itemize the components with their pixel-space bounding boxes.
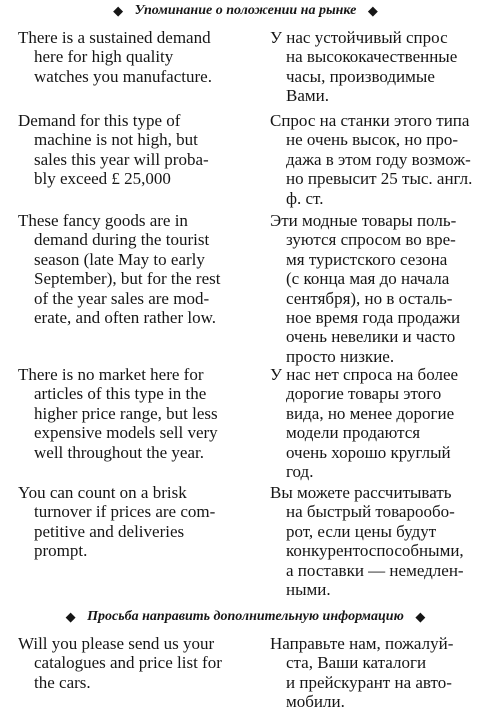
- text-line: дажа в этом году возмож-: [286, 149, 471, 169]
- text-line: очень хорошо круглый: [286, 442, 451, 462]
- text-line: ф. ст.: [286, 188, 324, 208]
- text-line: очень невелики и часто: [286, 327, 456, 347]
- diamond-bullet-icon: ◆: [113, 3, 124, 18]
- text-line: мобили.: [286, 692, 345, 709]
- text-line: well throughout the year.: [34, 442, 204, 462]
- english-phrase-6: [18, 634, 243, 692]
- russian-phrase-6: [270, 634, 485, 709]
- text-line: Вами.: [286, 86, 329, 106]
- text-line: September), but for the rest: [34, 269, 221, 289]
- text-line: часы, производимые: [286, 66, 435, 86]
- text-line: prompt.: [34, 541, 88, 561]
- section-heading-market-text: Упоминание о положении на рынке: [134, 3, 357, 18]
- text-line: There is no market here for: [18, 365, 204, 384]
- diamond-bullet-icon: ◆: [367, 3, 378, 18]
- text-line: higher price range, but less: [34, 403, 218, 423]
- text-line: сентября), но в осталь-: [286, 288, 453, 308]
- text-line: turnover if prices are com-: [34, 502, 216, 522]
- text-line: demand during the tourist: [34, 230, 210, 250]
- text-line: machine is not high, but: [34, 130, 198, 150]
- text-line: Направьте нам, пожалуй-: [270, 634, 454, 653]
- text-line: There is a sustained demand: [18, 28, 211, 47]
- text-line: У нас нет спроса на более: [270, 365, 459, 384]
- text-line: модели продаются: [286, 423, 421, 443]
- text-line: articles of this type in the: [34, 384, 207, 404]
- text-line: год.: [286, 462, 314, 482]
- russian-phrase-2: [270, 111, 485, 208]
- text-line: here for high quality: [34, 47, 174, 67]
- russian-phrase-5: [270, 483, 485, 599]
- text-line: watches you manufacture.: [34, 66, 212, 86]
- text-line: expensive models sell very: [34, 423, 218, 443]
- text-line: на высококачественные: [286, 47, 458, 67]
- english-phrase-1: [18, 28, 243, 86]
- text-line: зуются спросом во вре-: [286, 230, 456, 250]
- text-line: дорогие товары этого: [286, 384, 442, 404]
- text-line: и прейскурант на авто-: [286, 672, 452, 692]
- text-line: рот, если цены будут: [286, 521, 437, 541]
- text-line: ными.: [286, 580, 331, 600]
- text-line: на быстрый товарообо-: [286, 502, 455, 522]
- russian-phrase-3: [270, 211, 485, 366]
- text-line: catalogues and price list for: [34, 653, 222, 673]
- text-line: вида, но менее дорогие: [286, 403, 455, 423]
- text-line: ное время года продажи: [286, 308, 461, 328]
- diamond-bullet-icon: ◆: [65, 609, 76, 624]
- text-line: а поставки — немедлен-: [286, 560, 464, 580]
- text-line: (с конца мая до начала: [286, 269, 450, 289]
- text-line: Спрос на станки этого типа: [270, 111, 470, 130]
- text-line: Вы можете рассчитывать: [270, 483, 452, 502]
- english-phrase-4: [18, 365, 243, 462]
- section-heading-info-request: [0, 608, 491, 626]
- section-heading-market: [0, 2, 491, 20]
- text-line: These fancy goods are in: [18, 211, 188, 230]
- text-line: мя туристского сезона: [286, 249, 448, 269]
- text-line: petitive and deliveries: [34, 521, 185, 541]
- text-line: of the year sales are mod-: [34, 288, 210, 308]
- text-line: bly exceed £ 25,000: [34, 169, 171, 189]
- text-line: erate, and often rather low.: [34, 308, 217, 328]
- text-line: ста, Ваши каталоги: [286, 653, 427, 673]
- text-line: Эти модные товары поль-: [270, 211, 457, 230]
- text-line: Demand for this type of: [18, 111, 181, 130]
- russian-phrase-4: [270, 365, 485, 481]
- section-heading-info-request-text: Просьба направить дополнительную информацию: [87, 609, 404, 624]
- text-line: the cars.: [34, 672, 91, 692]
- russian-phrase-1: [270, 28, 485, 106]
- english-phrase-3: [18, 211, 243, 327]
- text-line: не очень высок, но про-: [286, 130, 459, 150]
- text-line: просто низкие.: [286, 346, 395, 366]
- text-line: конкурентоспособными,: [286, 541, 464, 561]
- text-line: season (late May to early: [34, 249, 205, 269]
- english-phrase-5: [18, 483, 243, 561]
- text-line: sales this year will proba-: [34, 149, 209, 169]
- text-line: У нас устойчивый спрос: [270, 28, 448, 47]
- english-phrase-2: [18, 111, 243, 189]
- text-line: но превысит 25 тыс. англ.: [286, 169, 473, 189]
- text-line: You can count on a brisk: [18, 483, 187, 502]
- diamond-bullet-icon: ◆: [415, 609, 426, 624]
- text-line: Will you please send us your: [18, 634, 215, 653]
